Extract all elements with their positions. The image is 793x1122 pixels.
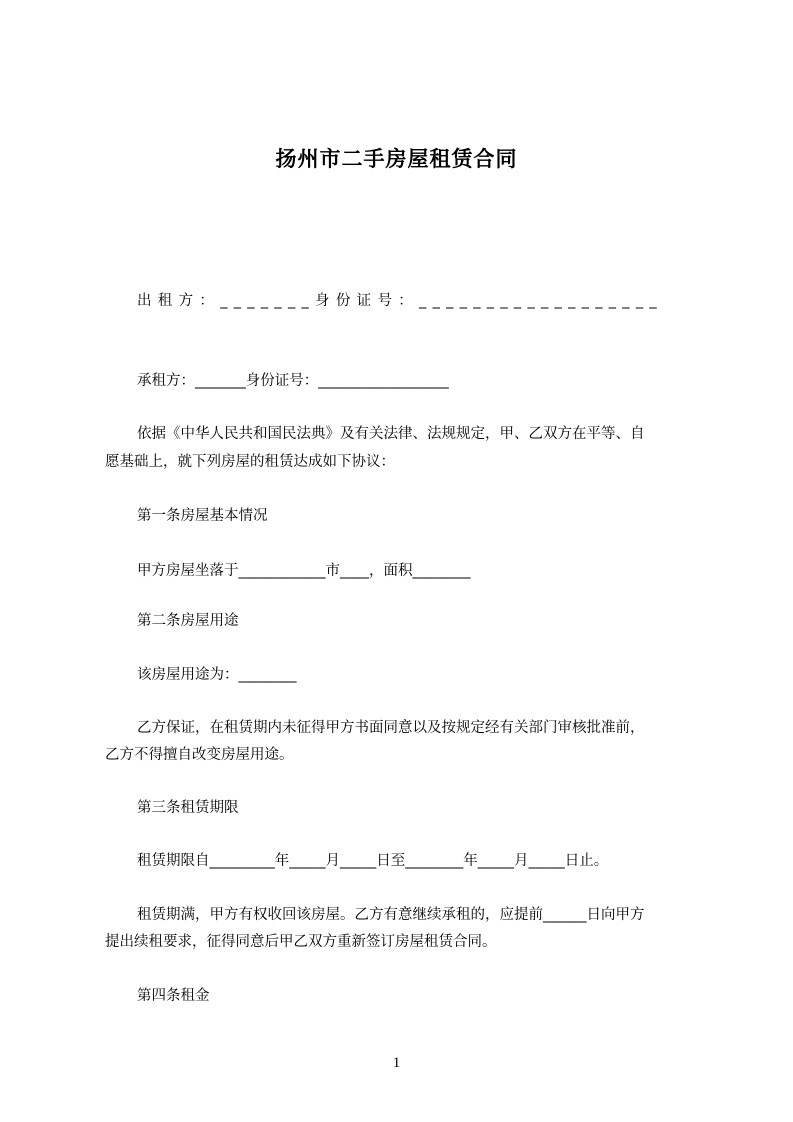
intro-line-1: 依据《中华人民共和国民法典》及有关法律、法规规定，甲、乙双方在平等、自 bbox=[137, 426, 645, 442]
article2-paragraph-line-1: 乙方保证，在租赁期内未征得甲方书面同意以及按规定经有关部门审核批准前， bbox=[137, 720, 645, 736]
document-title: 扬州市二手房屋租赁合同 bbox=[275, 147, 518, 171]
article2-text: 该房屋用途为：________ bbox=[137, 667, 297, 683]
page-number: 1 bbox=[392, 1055, 401, 1071]
lessee-line: 承租方：_______身份证号：__________________ bbox=[137, 373, 449, 389]
article2-heading: 第二条房屋用途 bbox=[137, 613, 239, 629]
article4-heading: 第四条租金 bbox=[137, 988, 210, 1004]
lessor-line: 出租方：_______身份证号：__________________ bbox=[137, 293, 663, 309]
intro-line-2: 愿基础上，就下列房屋的租赁达成如下协议： bbox=[105, 454, 395, 470]
article3-heading: 第三条租赁期限 bbox=[137, 800, 239, 816]
article2-paragraph-line-2: 乙方不得擅自改变房屋用途。 bbox=[105, 747, 294, 763]
article3-paragraph-line-1: 租赁期满，甲方有权收回该房屋。乙方有意继续承租的，应提前______日向甲方 bbox=[137, 907, 645, 923]
article3-paragraph-line-2: 提出续租要求，征得同意后甲乙双方重新签订房屋租赁合同。 bbox=[105, 934, 497, 950]
article3-text: 租赁期限自_________年_____月_____日至________年_____月_____日止。 bbox=[137, 853, 609, 869]
article1-text: 甲方房屋坐落于____________市____，面积________ bbox=[137, 563, 471, 579]
article1-heading: 第一条房屋基本情况 bbox=[137, 508, 268, 524]
